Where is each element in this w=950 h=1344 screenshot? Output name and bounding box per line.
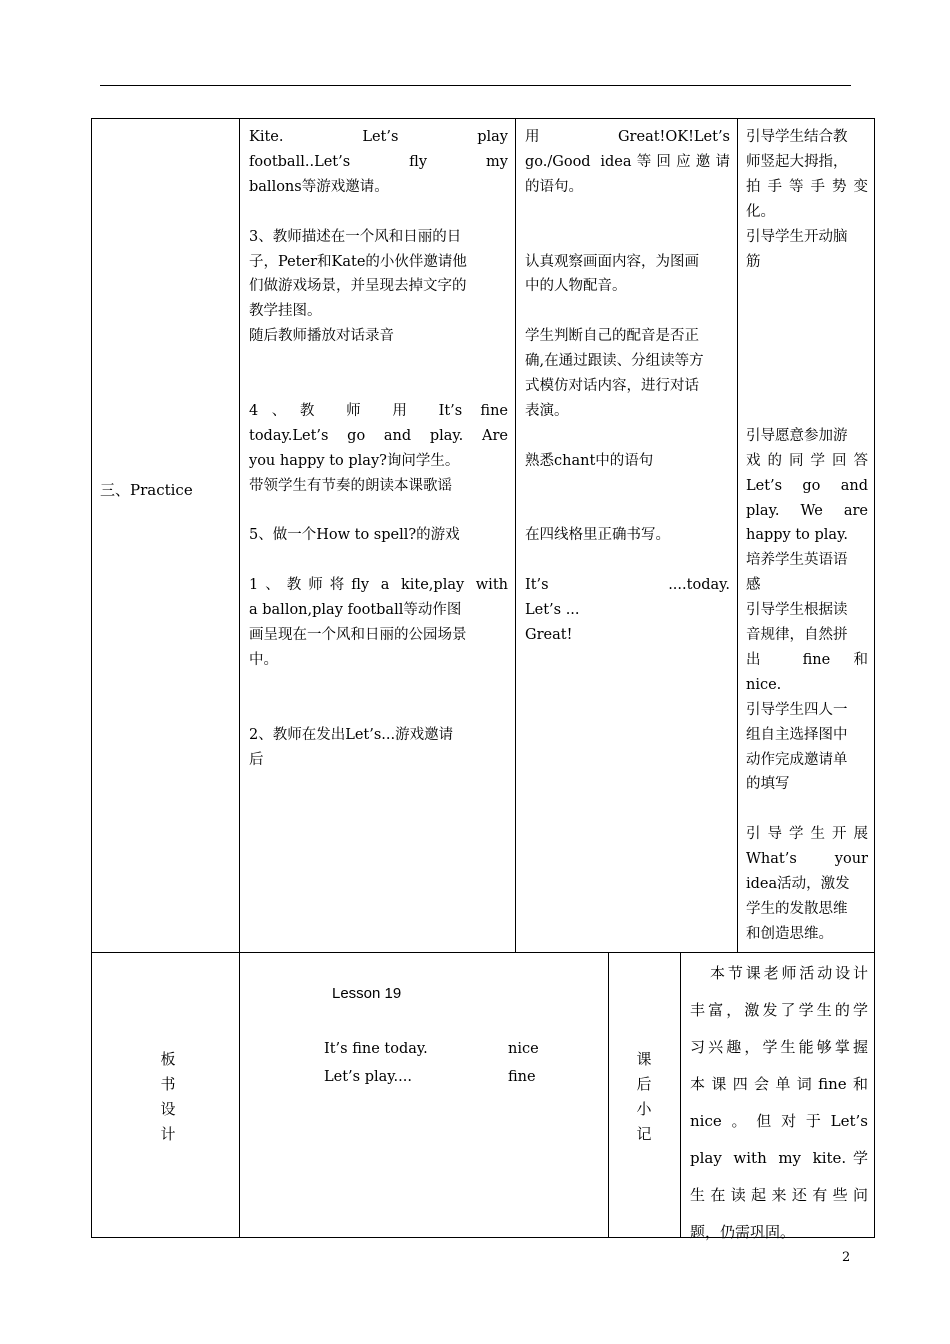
text-line: 拍手等手势变 [746,178,868,195]
text-line: 带领学生有节奏的朗读本课歌谣 [249,477,452,494]
reflection-line: 习兴趣，学生能够掌握 [690,1038,868,1056]
text-line: today.Let’s go and play. Are [249,427,508,444]
text-line [249,374,508,399]
text-line: 2、教师在发出Let’s...游戏邀请 [249,726,454,743]
text-line: 引导学生开展 [746,826,868,843]
text-line: 组自主选择图中 [746,726,848,743]
reflection-line: nice。但对于Let’s [690,1112,868,1130]
text-line: 感 [746,577,761,594]
text-line [249,673,508,698]
column-divider [239,953,240,1237]
text-line: 认真观察画面内容，为图画 [525,253,699,270]
label-char: 书 [160,1075,176,1093]
text-line: 学生的发散思维 [746,900,848,917]
text-line: 子，Peter和Kate的小伙伴邀请他 [249,253,467,270]
reflection-line: 本节课老师活动设计 [710,964,868,982]
text-line: 戏的同学回答 [746,452,868,469]
text-line: 3、教师描述在一个风和日丽的日 [249,228,462,245]
student-activities [525,125,730,648]
text-line [249,548,508,573]
text-line [249,349,508,374]
label-char: 计 [160,1125,176,1143]
text-line: 引导学生开动脑 [746,228,848,245]
page-number: 2 [842,1250,851,1265]
text-line [525,499,730,524]
label-char: 设 [160,1100,176,1118]
text-line: 出 fine 和 [746,651,868,668]
text-line: 式模仿对话内容，进行对话 [525,378,699,395]
text-line: football..Let’s fly my [249,153,508,170]
after-class-notes-label [632,1047,656,1147]
label-char: 课 [636,1050,652,1068]
text-line: 教学挂图。 [249,303,322,320]
board-line: Let’s play.... [324,1069,412,1085]
teacher-activities [249,125,508,772]
text-line: 的语句。 [525,178,583,195]
text-line: Great! [525,627,573,644]
text-line: 中。 [249,651,278,668]
text-line [525,548,730,573]
text-line [746,349,868,374]
text-line: 后 [249,751,264,768]
text-line: happy to play. [746,527,848,544]
text-line: Kite. Let’s play [249,129,508,145]
text-line [746,299,868,324]
reflection-line: 生在读起来还有些问 [690,1186,868,1204]
reflection-line: 丰富，激发了学生的学 [690,1001,868,1019]
text-line: What’s your [746,851,868,868]
board-design-label [156,1047,180,1147]
text-line: 熟悉chant中的语句 [525,452,654,469]
text-line: 引导愿意参加游 [746,427,848,444]
text-line: a ballon,play football等动作图 [249,602,462,619]
text-line: 引导学生结合教 [746,129,848,145]
header-rule [100,85,851,86]
text-line: 1、教师将fly a kite,play with [249,577,508,594]
stage-label: 三、Practice [100,481,193,499]
board-word: fine [508,1069,536,1085]
text-line: Let’s go and [746,477,868,494]
text-line: 4、教 师 用 It’s fine [249,402,508,419]
text-line: 表演。 [525,402,569,419]
board-word: nice [508,1041,539,1057]
text-line: nice. [746,676,782,693]
text-line [746,399,868,424]
text-line: 引导学生四人一 [746,701,848,718]
text-line: 化。 [746,203,775,220]
text-line [525,474,730,499]
text-line [746,324,868,349]
text-line: 中的人物配音。 [525,278,627,295]
text-line: 师竖起大拇指， [746,153,848,170]
design-intent [746,125,868,947]
text-line: 学生判断自己的配音是否正 [525,328,699,345]
column-divider [608,953,609,1237]
text-line [525,299,730,324]
text-line: 们做游戏场景，并呈现去掉文字的 [249,278,467,295]
text-line: 引导学生根据读 [746,602,848,619]
text-line [746,274,868,299]
reflection-text [690,955,868,1251]
board-line: It’s fine today. [324,1041,428,1057]
column-divider [239,119,240,952]
text-line: 的填写 [746,776,790,793]
text-line: 和创造思维。 [746,925,833,942]
column-divider [680,953,681,1237]
text-line: 随后教师播放对话录音 [249,328,394,345]
text-line [249,499,508,524]
column-divider [737,119,738,952]
text-line: ballons等游戏邀请。 [249,178,389,195]
text-line: It’s ....today. [525,577,730,594]
text-line: 画呈现在一个风和日丽的公园场景 [249,627,467,644]
text-line: play. We are [746,502,868,519]
text-line: you happy to play?询问学生。 [249,452,460,469]
reflection-line: 题，仍需巩固。 [690,1223,796,1241]
text-line: 筋 [746,253,761,270]
label-char: 板 [160,1050,176,1068]
text-line: Let’s ... [525,602,580,619]
reflection-line: 本课四会单词fine和 [690,1075,868,1093]
text-line: 5、做一个How to spell?的游戏 [249,527,460,544]
text-line [746,797,868,822]
text-line: 培养学生英语语 [746,552,848,569]
text-line: 动作完成邀请单 [746,751,848,768]
text-line: go./Good idea等回应邀请 [525,153,730,170]
lesson-title: Lesson 19 [332,985,402,1002]
label-char: 记 [636,1125,652,1143]
text-line: 音规律，自然拼 [746,627,848,644]
reflection-line: play with my kite.学 [690,1149,868,1167]
summary-table [91,952,875,1241]
text-line: idea活动，激发 [746,876,850,893]
text-line [525,225,730,250]
column-divider [515,119,516,952]
text-line [746,374,868,399]
practice-table [91,118,875,952]
text-line [249,200,508,225]
text-line [525,424,730,449]
label-char: 小 [636,1100,652,1118]
text-line [525,200,730,225]
label-char: 后 [636,1075,652,1093]
text-line: 在四线格里正确书写。 [525,527,670,544]
text-line [249,698,508,723]
text-line: 用 Great!OK!Let’s [525,129,730,145]
text-line: 确,在通过跟读、分组读等方 [525,353,704,370]
